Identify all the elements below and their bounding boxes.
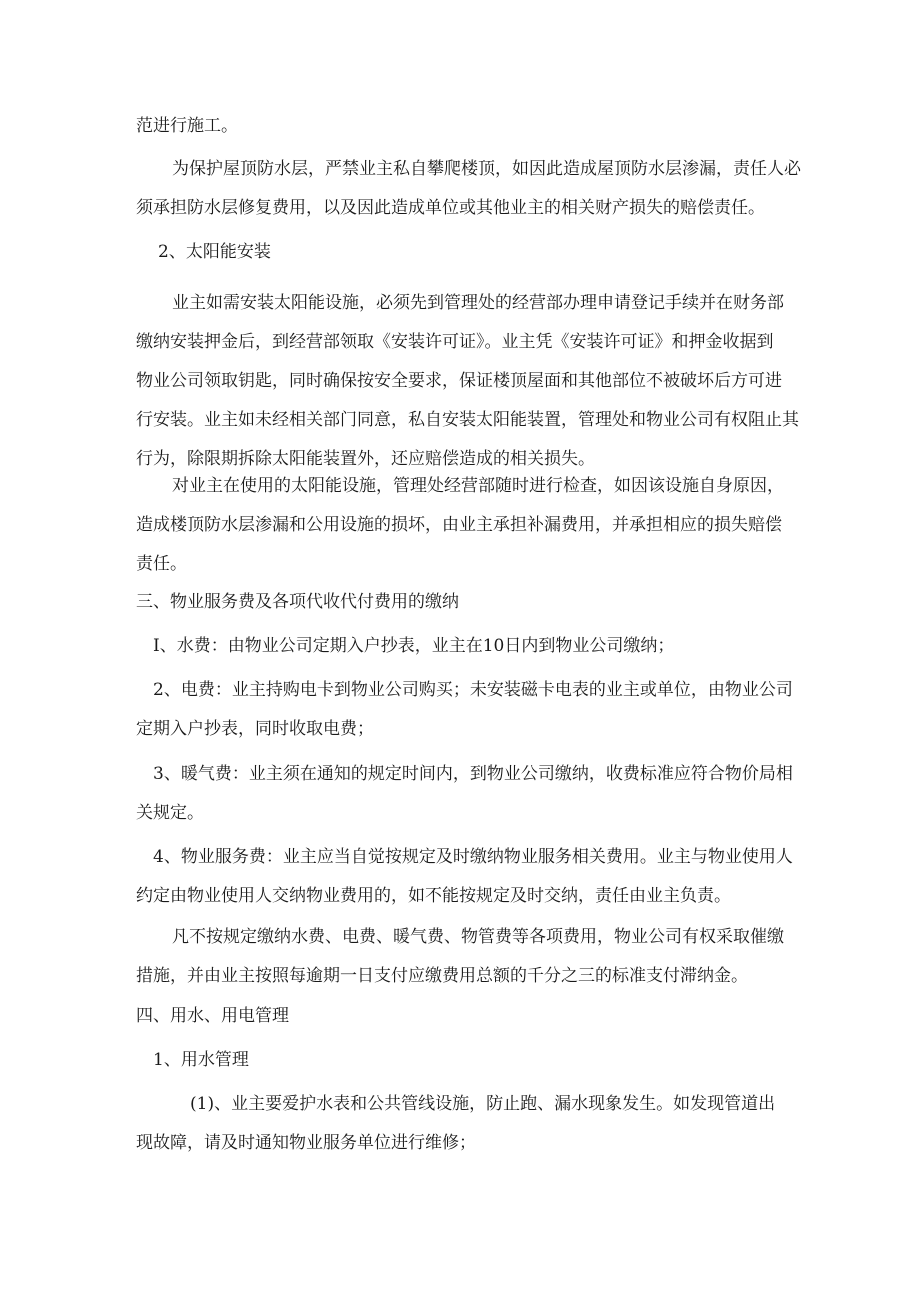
text-line: 为保护屋顶防水层，严禁业主私自攀爬楼顶，如因此造成屋顶防水层渗漏，责任人必 [172, 159, 801, 179]
text-line: 行安装。业主如未经相关部门同意，私自安装太阳能装置，管理处和物业公司有权阻止其 [136, 410, 799, 430]
text-line: 现故障，请及时通知物业服务单位进行维修； [136, 1133, 476, 1153]
text-line: 四、用水、用电管理 [136, 1006, 289, 1026]
text-line: 关规定。 [136, 803, 204, 823]
text-line: 2、太阳能安装 [158, 242, 271, 262]
text-line: 范进行施工。 [136, 116, 238, 136]
text-line: 定期入户抄表，同时收取电费； [136, 719, 374, 739]
text-line: (1)、业主要爱护水表和公共管线设施，防止跑、漏水现象发生。如发现管道出 [190, 1094, 776, 1114]
text-line: 2、电费：业主持购电卡到物业公司购买；未安装磁卡电表的业主或单位，由物业公司 [153, 680, 793, 700]
text-line: 行为，除限期拆除太阳能装置外，还应赔偿造成的相关损失。 [136, 449, 595, 469]
text-line: 须承担防水层修复费用，以及因此造成单位或其他业主的相关财产损失的赔偿责任。 [136, 198, 765, 218]
text-line: 物业公司领取钥匙，同时确保按安全要求，保证楼顶屋面和其他部位不被破坏后方可进 [136, 371, 782, 391]
text-line: 缴纳安装押金后，到经营部领取《安装许可证》。业主凭《安装许可证》和押金收据到 [136, 332, 774, 352]
text-line: 措施，并由业主按照每逾期一日支付应缴费用总额的千分之三的标准支付滞纳金。 [136, 966, 748, 986]
text-line: 约定由物业使用人交纳物业费用的，如不能按规定及时交纳，责任由业主负责。 [136, 886, 731, 906]
text-line: 1、用水管理 [153, 1050, 249, 1070]
text-line: 三、物业服务费及各项代收代付费用的缴纳 [136, 592, 459, 612]
text-line: 3、暖气费：业主须在通知的规定时间内，到物业公司缴纳，收费标准应符合物价局相 [153, 764, 793, 784]
text-line: 业主如需安装太阳能设施，必须先到管理处的经营部办理申请登记手续并在财务部 [172, 293, 784, 313]
text-line: I、水费：由物业公司定期入户抄表，业主在10日内到物业公司缴纳； [153, 636, 675, 656]
text-line: 凡不按规定缴纳水费、电费、暖气费、物管费等各项费用，物业公司有权采取催缴 [172, 927, 784, 947]
text-line: 造成楼顶防水层渗漏和公用设施的损坏，由业主承担补漏费用，并承担相应的损失赔偿 [136, 515, 782, 535]
text-line: 对业主在使用的太阳能设施，管理处经营部随时进行检查，如因该设施自身原因， [172, 476, 784, 496]
text-line: 4、物业服务费：业主应当自觉按规定及时缴纳物业服务相关费用。业主与物业使用人 [153, 847, 793, 867]
text-line: 责任。 [136, 554, 187, 574]
